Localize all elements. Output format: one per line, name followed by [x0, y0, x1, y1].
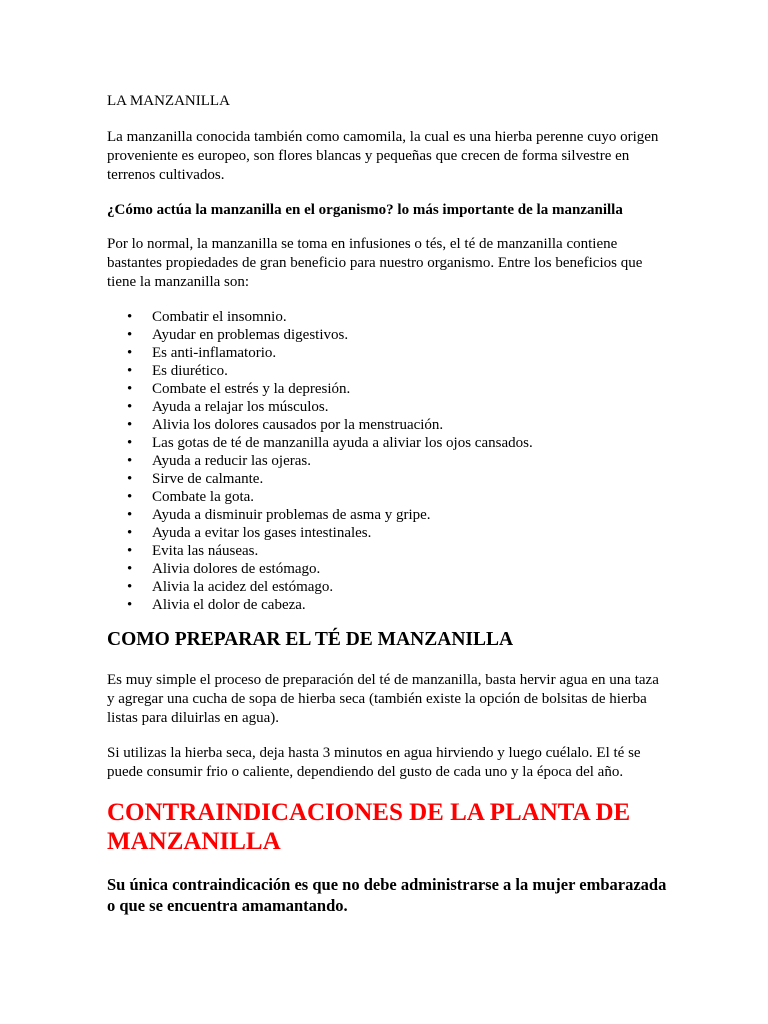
benefit-item: [107, 398, 667, 416]
document-title: LA MANZANILLA: [107, 93, 230, 109]
prep-paragraph-2: Si utilizas la hierba seca, deja hasta 3 minutos en agua hirviendo y luego cuélalo. El té se puede consumir frio o caliente, dependiendo del gusto de cada uno y la época del año.: [107, 745, 641, 780]
bullet-icon: •: [127, 435, 133, 451]
benefit-text: Evita las náuseas.: [152, 543, 259, 559]
benefit-item: [107, 452, 667, 470]
benefit-text: Combatir el insomnio.: [152, 309, 287, 325]
benefit-item: [107, 470, 667, 488]
question-heading: ¿Cómo actúa la manzanilla en el organismo? lo más importante de la manzanilla: [107, 202, 623, 218]
intro-paragraph: La manzanilla conocida también como camomila, la cual es una hierba perenne cuyo origen proveniente es europeo, son flores blancas y pequeñas que crecen de forma silvestre en terrenos cultivados.: [107, 129, 659, 183]
benefit-text: Combate el estrés y la depresión.: [152, 381, 351, 397]
bullet-icon: •: [127, 561, 133, 577]
benefit-item: [107, 362, 667, 380]
bullet-icon: •: [127, 327, 133, 343]
bullet-icon: •: [127, 381, 133, 397]
benefit-item: [107, 344, 667, 362]
benefit-item: [107, 308, 667, 326]
bullet-icon: •: [127, 507, 133, 523]
benefit-text: Combate la gota.: [152, 489, 255, 505]
bullet-icon: •: [127, 309, 133, 325]
bullet-icon: •: [127, 525, 133, 541]
benefit-text: Es anti-inflamatorio.: [152, 345, 277, 361]
benefit-text: Ayuda a reducir las ojeras.: [152, 453, 311, 469]
bullet-icon: •: [127, 543, 133, 559]
bullet-icon: •: [127, 579, 133, 595]
bullet-icon: •: [127, 417, 133, 433]
benefit-item: [107, 578, 667, 596]
bullet-icon: •: [127, 597, 133, 613]
prep-heading: COMO PREPARAR EL TÉ DE MANZANILLA: [107, 629, 514, 650]
benefit-text: Ayuda a disminuir problemas de asma y gripe.: [152, 507, 431, 523]
benefit-text: Sirve de calmante.: [152, 471, 264, 487]
benefits-intro-paragraph: Por lo normal, la manzanilla se toma en infusiones o tés, el té de manzanilla contiene bastantes propiedades de gran beneficio para nuestro organismo. Entre los beneficios que tiene la manzanilla son:: [107, 236, 643, 290]
benefit-item: [107, 380, 667, 398]
contraindications-heading: CONTRAINDICACIONES DE LA PLANTA DE MANZANILLA: [107, 799, 631, 855]
benefit-text: Ayudar en problemas digestivos.: [152, 327, 349, 343]
benefit-text: Alivia la acidez del estómago.: [152, 579, 334, 595]
contraindications-text: Su única contraindicación es que no debe administrarse a la mujer embarazada o que se encuentra amamantando.: [107, 875, 667, 915]
benefit-item: [107, 506, 667, 524]
bullet-icon: •: [127, 345, 133, 361]
bullet-icon: •: [127, 489, 133, 505]
bullet-icon: •: [127, 363, 133, 379]
bullet-icon: •: [127, 399, 133, 415]
benefit-text: Las gotas de té de manzanilla ayuda a aliviar los ojos cansados.: [152, 435, 533, 451]
benefit-item: [107, 542, 667, 560]
benefit-text: Ayuda a evitar los gases intestinales.: [152, 525, 372, 541]
document-page: [107, 92, 667, 916]
bullet-icon: •: [127, 471, 133, 487]
prep-paragraph-1: Es muy simple el proceso de preparación del té de manzanilla, basta hervir agua en una taza y agregar una cucha de sopa de hierba seca (también existe la opción de bolsitas de hierba listas para diluirlas en agua).: [107, 672, 659, 726]
benefits-list: [107, 308, 667, 614]
benefit-text: Alivia los dolores causados por la menstruación.: [152, 417, 444, 433]
benefit-item: [107, 524, 667, 542]
benefit-item: [107, 326, 667, 344]
benefit-item: [107, 488, 667, 506]
bullet-icon: •: [127, 453, 133, 469]
benefit-item: [107, 596, 667, 614]
benefit-text: Alivia el dolor de cabeza.: [152, 597, 306, 613]
benefit-text: Es diurético.: [152, 363, 228, 379]
benefit-text: Ayuda a relajar los músculos.: [152, 399, 329, 415]
benefit-item: [107, 560, 667, 578]
benefit-item: [107, 434, 667, 452]
benefit-text: Alivia dolores de estómago.: [152, 561, 321, 577]
benefit-item: [107, 416, 667, 434]
